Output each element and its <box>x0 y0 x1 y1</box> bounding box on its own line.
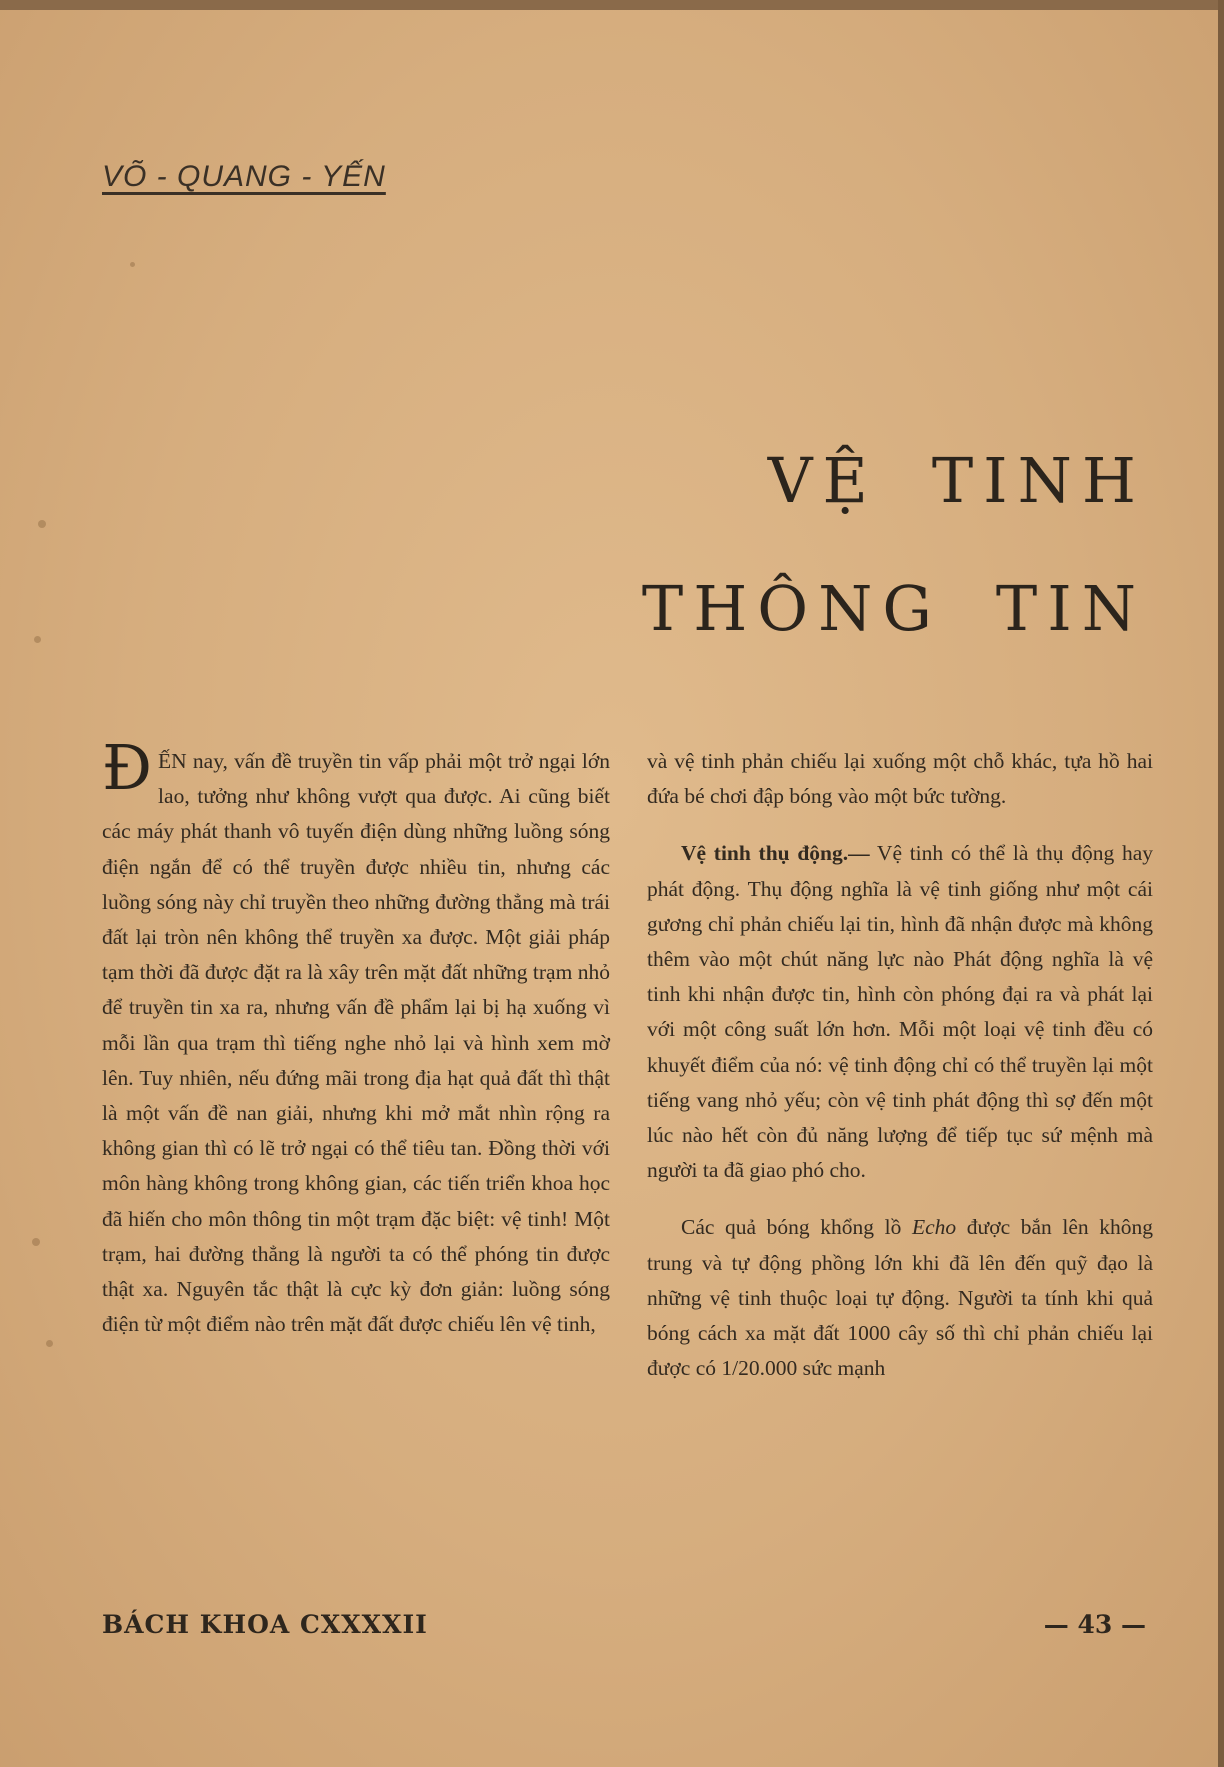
paper-stain <box>130 262 135 267</box>
publication-footer: BÁCH KHOA CXXXXII <box>102 1610 428 1639</box>
paper-stain <box>38 520 46 528</box>
body-text: Các quả bóng khổng lồ <box>681 1215 912 1240</box>
title-word: VỆ <box>767 444 878 517</box>
body-paragraph <box>647 1210 1153 1386</box>
title-word: THÔNG <box>641 572 942 645</box>
paper-stain <box>34 636 41 643</box>
drop-cap: Đ <box>102 731 153 804</box>
paper-stain <box>32 1238 40 1246</box>
page-edge-top <box>0 0 1224 10</box>
section-subheading: Vệ tinh thụ động.— <box>681 841 870 866</box>
body-text: được bắn lên không trung và tự động phồng lớn khi đã lên đến quỹ đạo là những vệ tinh thuộc loại tự động. Người ta tính khi quả bóng cách xa mặt đất 1000 cây số thì chỉ phản chiếu lại được có 1/20.000 sức mạnh <box>647 1215 1153 1381</box>
italic-term: Echo <box>912 1215 957 1240</box>
body-paragraph <box>647 836 1153 1188</box>
title-word: TINH <box>931 444 1146 517</box>
body-paragraph <box>102 731 610 1342</box>
paper-stain <box>46 1340 53 1347</box>
article-title-line1 <box>768 444 1146 517</box>
right-column <box>647 744 1153 1386</box>
left-column-text: ẾN nay, vấn đề truyền tin vấp phải một trở ngại lớn lao, tưởng như không vượt qua được. Ai cũng biết các máy phát thanh vô tuyến điện dùng những luồng sóng điện ngắn để có thể truyền được nhiều tin, nhưng các luồng sóng này chỉ truyền theo những đường thẳng mà trái đất lại tròn nên không thể truyền xa được. Một giải pháp tạm thời đã được đặt ra là xây trên mặt đất những trạm nhỏ để truyền tin xa ra, nhưng vấn đề phẩm lại bị hạ xuống vì mỗi lần qua trạm thì tiếng nghe nhỏ lại và hình xem mờ lên. Tuy nhiên, nếu đứng mãi trong địa hạt quả đất thì thật là một vấn đề nan giải, nhưng khi mở mắt nhìn rộng ra không gian thì có lẽ trở ngại có thể tiêu tan. Đồng thời với môn hàng không trong không gian, các tiến triển khoa học đã hiến cho môn thông tin một trạm đặc biệt: vệ tinh! Một trạm, hai đường thẳng là người ta có thể phóng tin được thật xa. Nguyên tắc thật là cực kỳ đơn giản: luồng sóng điện từ một điểm nào trên mặt đất được chiếu lên vệ tinh, <box>102 749 610 1337</box>
title-word: TIN <box>995 572 1146 645</box>
body-paragraph: và vệ tinh phản chiếu lại xuống một chỗ khác, tựa hồ hai đứa bé chơi đập bóng vào một bức tường. <box>647 749 1153 809</box>
page-edge-right <box>1218 0 1224 1767</box>
article-author: VÕ - QUANG - YẾN <box>102 160 386 193</box>
page-number: — 43 — <box>1043 1610 1146 1639</box>
left-column <box>102 731 610 1342</box>
body-text: Vệ tinh có thể là thụ động hay phát động. Thụ động nghĩa là vệ tinh giống như một cái gương chỉ phản chiếu lại tin, hình đã nhận được mà không thêm vào một chút năng lực nào Phát động nghĩa là vệ tinh khi nhận được tin, hình còn phóng đại ra và phát lại với một công suất lớn hơn. Mỗi một loại vệ tinh đều có khuyết điểm của nó: vệ tinh động chỉ có thể truyền lại một tiếng vang nhỏ yếu; còn vệ tinh phát động thì sợ đến một lúc nào hết còn đủ năng lượng để tiếp tục sứ mệnh mà người ta đã giao phó cho. <box>647 841 1153 1183</box>
article-title-line2 <box>642 572 1146 645</box>
